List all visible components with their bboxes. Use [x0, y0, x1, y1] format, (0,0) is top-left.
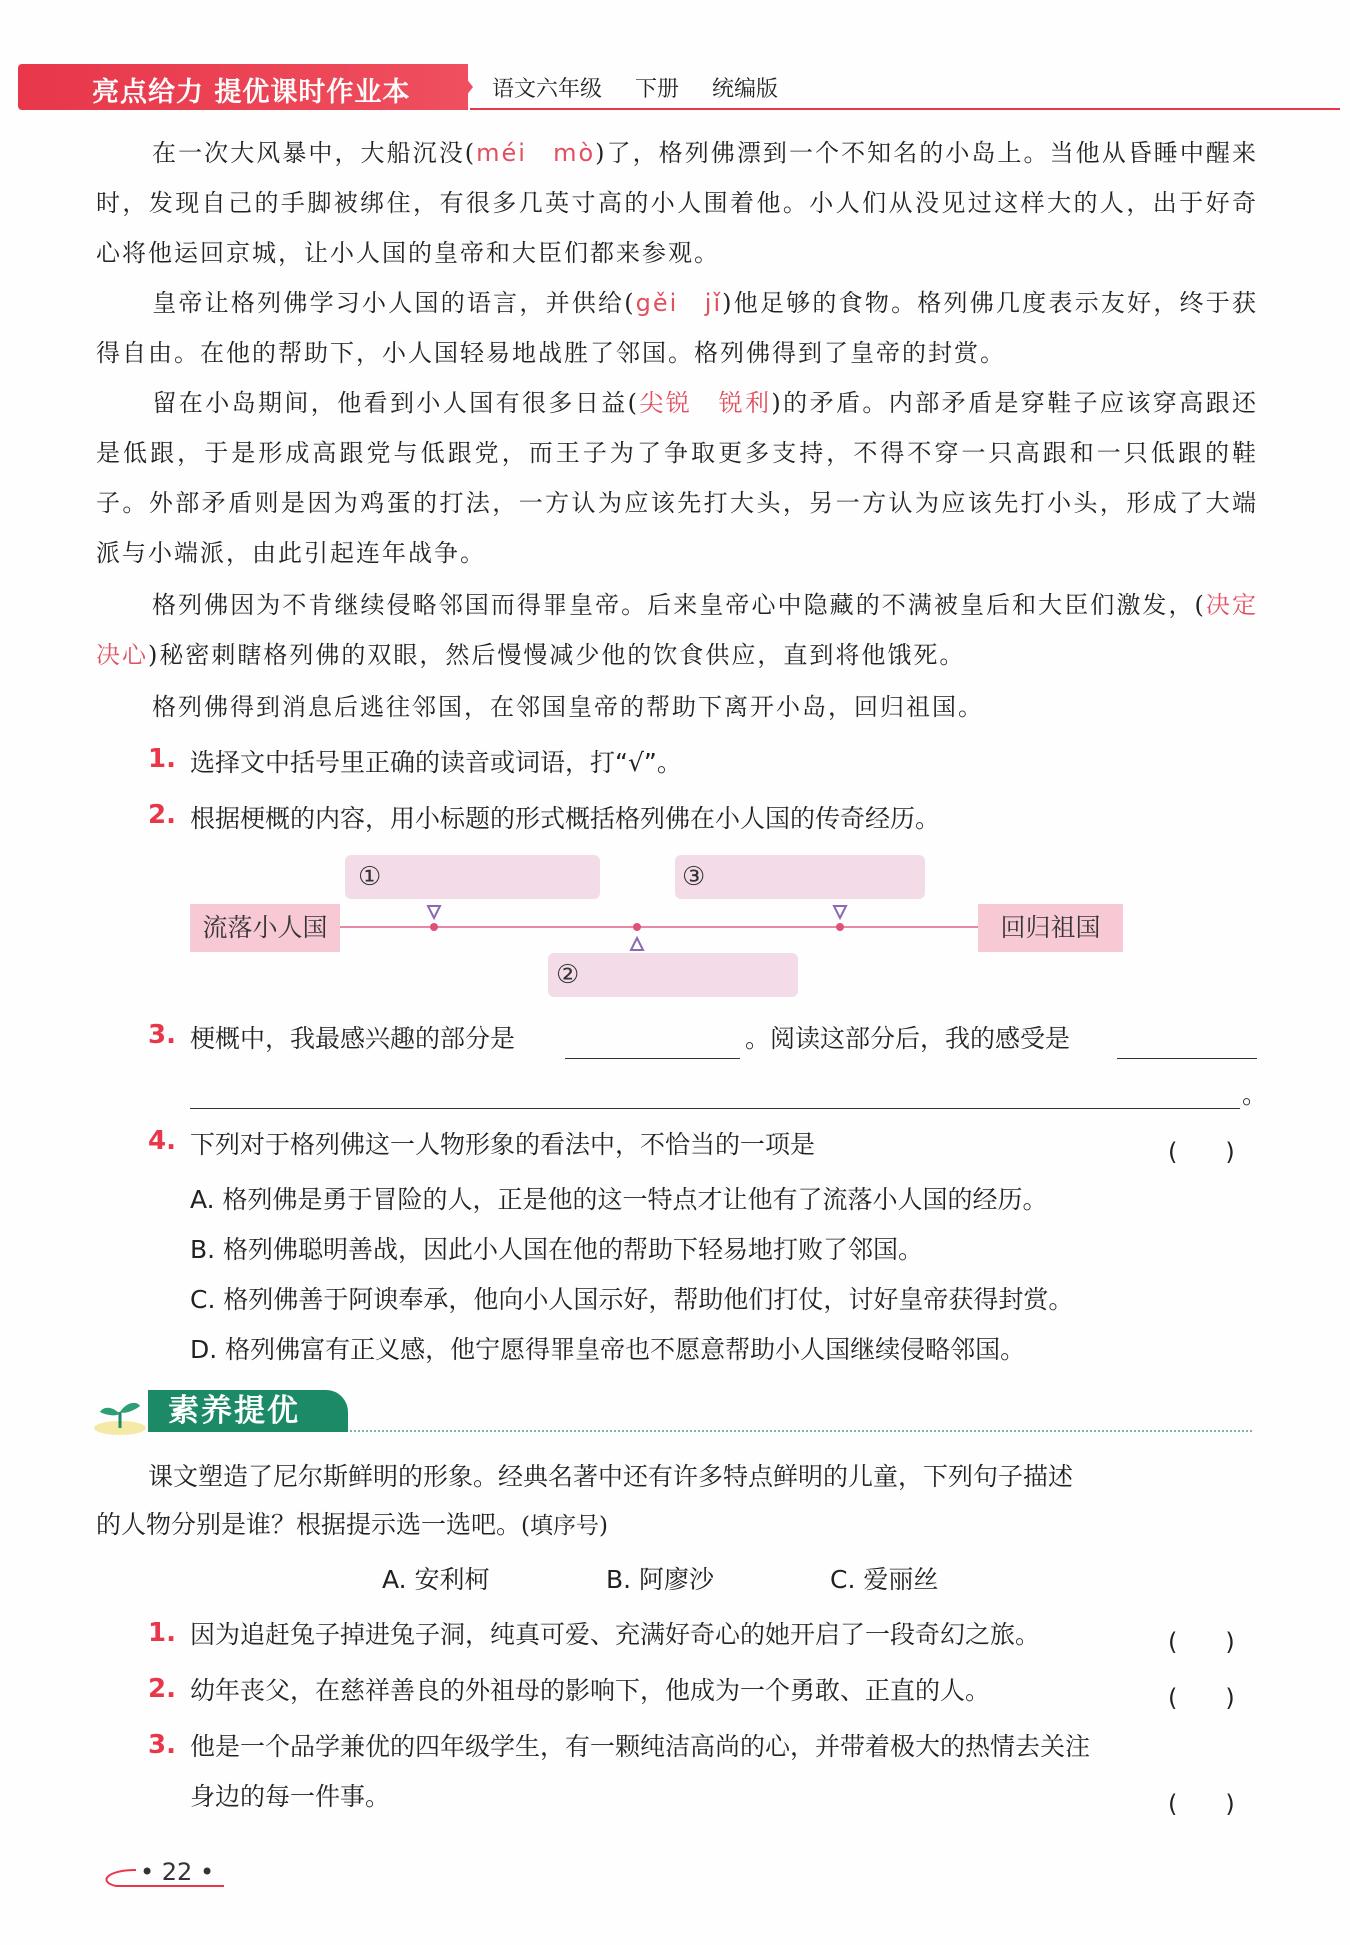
question-3-end: 。	[1242, 1080, 1268, 1109]
section-intro-1: 课文塑造了尼尔斯鲜明的形象。经典名著中还有许多特点鲜明的儿童，下列句子描述	[148, 1462, 1074, 1491]
page-number: • 22 •	[140, 1858, 215, 1886]
word-option-4[interactable]: 决心	[96, 641, 148, 669]
volume-label: 下册	[635, 77, 680, 102]
choice-a: A. 安利柯	[382, 1565, 490, 1594]
item-2-text: 幼年丧父，在慈祥善良的外祖母的影响下，他成为一个勇敢、正直的人。	[190, 1676, 991, 1705]
answer-blank-feeling-cont[interactable]	[190, 1107, 1240, 1109]
question-number: 4.	[148, 1126, 176, 1156]
box-number-1: ①	[358, 862, 382, 892]
story-paragraph-5: 格列佛得到消息后逃往邻国，在邻国皇帝的帮助下离开小岛，回归祖国。	[152, 693, 984, 721]
story-paragraph-3: 留在小岛期间，他看到小人国有很多日益(尖锐 锐利)的矛盾。内部矛盾是穿鞋子应该穿高跟还是低跟，于是形成高跟党与低跟党，而王子为了争取更多支持，不得不穿一只高跟和一只低跟的鞋子。外部矛盾则是因为鸡蛋的打法，一方认为应该先打大头，另一方认为应该先打小头，形成了大端派与小端派，由此引起连年战争。	[96, 389, 1259, 567]
word-option-3[interactable]: 决定	[1205, 591, 1258, 619]
item-number: 1.	[148, 1618, 176, 1648]
question-2-text: 根据梗概的内容，用小标题的形式概括格列佛在小人国的传奇经历。	[190, 804, 941, 833]
question-1-text: 选择文中括号里正确的读音或词语，打“√”。	[190, 748, 682, 777]
question-4-text: 下列对于格列佛这一人物形象的看法中，不恰当的一项是	[190, 1130, 816, 1159]
box-number-2: ②	[556, 960, 580, 990]
edition-label: 统编版	[712, 77, 779, 102]
section-title: 素养提优	[168, 1393, 300, 1429]
choice-b: B. 阿廖沙	[606, 1565, 715, 1594]
choice-c: C. 爱丽丝	[830, 1565, 939, 1594]
section-intro-2: 的人物分别是谁？根据提示选一选吧。(填序号)	[96, 1510, 608, 1539]
word-option-2[interactable]: 锐利	[718, 389, 772, 417]
subject-label: 语文六年级	[492, 77, 603, 102]
item-number: 2.	[148, 1674, 176, 1704]
question-number: 1.	[148, 744, 176, 774]
brand-title: 亮点给力 提优课时作业本	[92, 77, 411, 108]
pinyin-option-1[interactable]: méi	[476, 139, 527, 167]
question-3-part-a: 梗概中，我最感兴趣的部分是	[190, 1024, 516, 1053]
pinyin-option-2[interactable]: mò	[553, 139, 596, 167]
section-intro-note: (填序号)	[521, 1513, 608, 1539]
word-option-1[interactable]: 尖锐	[638, 389, 693, 417]
question-number: 2.	[148, 800, 176, 830]
timeline-end: 回归祖国	[978, 904, 1123, 952]
answer-paren-item-2[interactable]: ( )	[1168, 1684, 1235, 1712]
answer-paren[interactable]: ( )	[1168, 1138, 1235, 1166]
story-paragraph-2: 皇帝让格列佛学习小人国的语言，并供给(gěi jǐ)他足够的食物。格列佛几度表示友好，终于获得自由。在他的帮助下，小人国轻易地战胜了邻国。格列佛得到了皇帝的封赏。	[96, 289, 1258, 367]
section-divider	[350, 1430, 1252, 1432]
answer-paren-item-1[interactable]: ( )	[1168, 1628, 1235, 1656]
sprout-icon	[92, 1392, 152, 1436]
option-a: A. 格列佛是勇于冒险的人，正是他的这一特点才让他有了流落小人国的经历。	[190, 1185, 1048, 1214]
answer-blank-interest[interactable]	[565, 1057, 740, 1059]
answer-paren-item-3[interactable]: ( )	[1168, 1790, 1235, 1818]
item-1-text: 因为追赶兔子掉进兔子洞，纯真可爱、充满好奇心的她开启了一段奇幻之旅。	[190, 1620, 1041, 1649]
box-number-3: ③	[682, 862, 706, 892]
pinyin-option-4[interactable]: jǐ	[704, 289, 723, 317]
item-3-text-cont: 身边的每一件事。	[190, 1782, 391, 1811]
timeline-start: 流落小人国	[190, 904, 340, 952]
story-paragraph-4: 格列佛因为不肯继续侵略邻国而得罪皇帝。后来皇帝心中隐藏的不满被皇后和大臣们激发，(决定 决心)秘密刺瞎格列佛的双眼，然后慢慢减少他的饮食供应，直到将他饿死。	[96, 591, 1258, 669]
item-number: 3.	[148, 1730, 176, 1760]
story-paragraph-1: 在一次大风暴中，大船沉没(méi mò)了，格列佛漂到一个不知名的小岛上。当他从昏睡中醒来时，发现自己的手脚被绑住，有很多几英寸高的小人围着他。小人们从没见过这样大的人，出于好奇心将他运回京城，让小人国的皇帝和大臣们都来参观。	[96, 139, 1258, 267]
question-3-part-b: 。阅读这部分后，我的感受是	[745, 1024, 1071, 1053]
answer-blank-feeling[interactable]	[1117, 1057, 1257, 1059]
option-d: D. 格列佛富有正义感，他宁愿得罪皇帝也不愿意帮助小人国继续侵略邻国。	[190, 1335, 1026, 1364]
question-number: 3.	[148, 1020, 176, 1050]
item-3-text: 他是一个品学兼优的四年级学生，有一颗纯洁高尚的心，并带着极大的热情去关注	[190, 1732, 1091, 1761]
option-b: B. 格列佛聪明善战，因此小人国在他的帮助下轻易地打败了邻国。	[190, 1235, 924, 1264]
option-c: C. 格列佛善于阿谀奉承，他向小人国示好，帮助他们打仗，讨好皇帝获得封赏。	[190, 1285, 1074, 1314]
pinyin-option-3[interactable]: gěi	[635, 289, 679, 317]
